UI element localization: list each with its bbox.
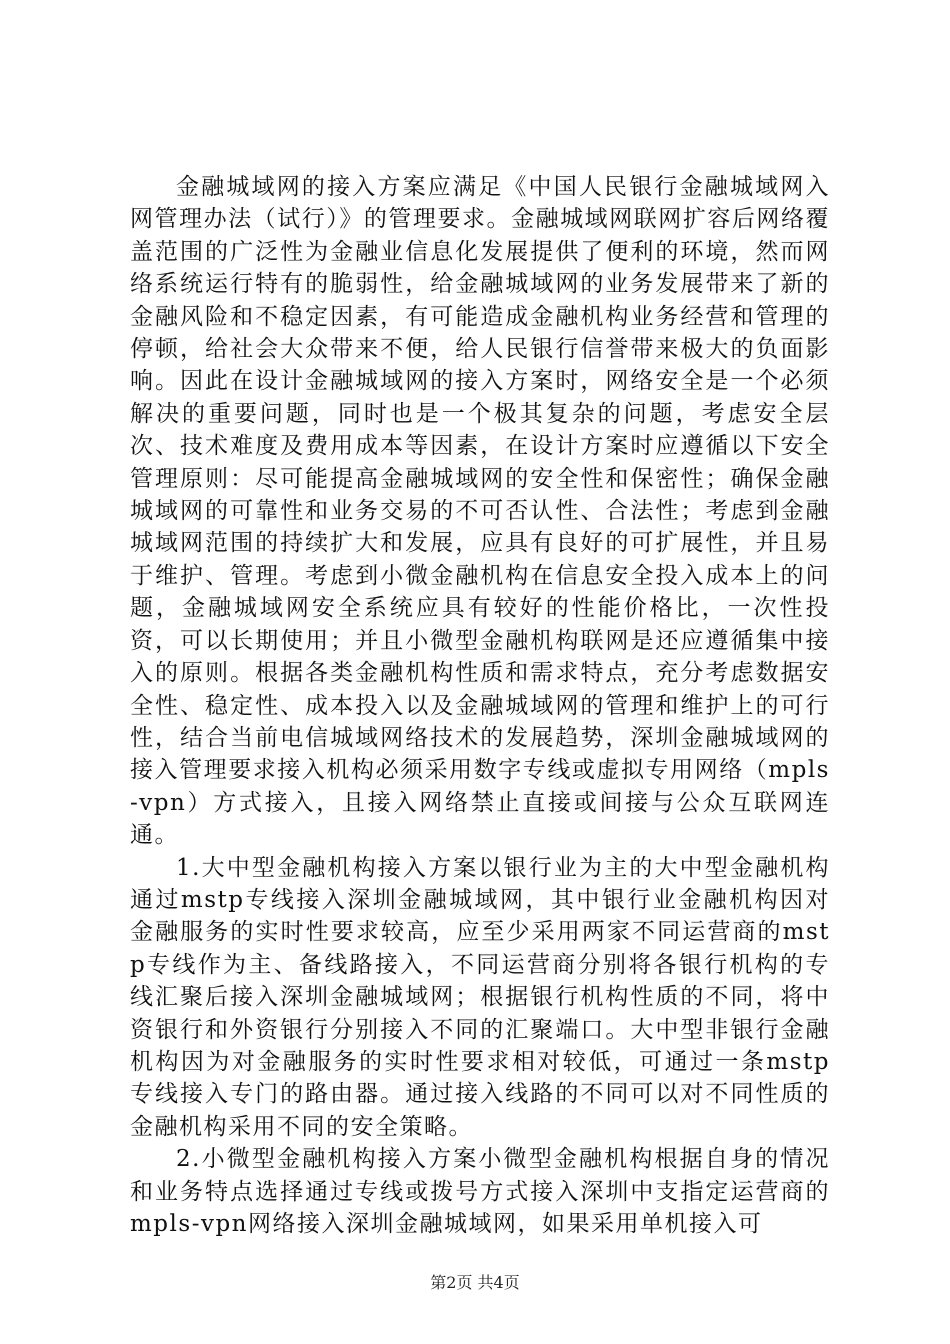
- page-number-footer: 第2页 共4页: [430, 1273, 520, 1292]
- paragraph-intro: 金融城域网的接入方案应满足《中国人民银行金融城域网入网管理办法（试行）》的管理要求。金融城域网联网扩容后网络覆盖范围的广泛性为金融业信息化发展提供了便利的环境，然而网络系统运行特有的脆弱性，给金融城域网的业务发展带来了新的金融风险和不稳定因素，有可能造成金融机构业务经营和管理的停顿，给社会大众带来不便，给人民银行信誉带来极大的负面影响。因此在设计金融城域网的接入方案时，网络安全是一个必须解决的重要问题，同时也是一个极其复杂的问题，考虑安全层次、技术难度及费用成本等因素，在设计方案时应遵循以下安全管理原则：尽可能提高金融城域网的安全性和保密性；确保金融城域网的可靠性和业务交易的不可否认性、合法性；考虑到金融城域网范围的持续扩大和发展，应具有良好的可扩展性，并且易于维护、管理。考虑到小微金融机构在信息安全投入成本上的问题，金融城域网安全系统应具有较好的性能价格比，一次性投资，可以长期使用；并且小微型金融机构联网是还应遵循集中接入的原则。根据各类金融机构性质和需求特点，充分考虑数据安全性、稳定性、成本投入以及金融城域网的管理和维护上的可行性，结合当前电信城域网络技术的发展趋势，深圳金融城域网的接入管理要求接入机构必须采用数字专线或虚拟专用网络（mpls-vpn）方式接入，且接入网络禁止直接或间接与公众互联网连通。: [130, 174, 830, 849]
- paragraph-small-institutions: 2.小微型金融机构接入方案小微型金融机构根据自身的情况和业务特点选择通过专线或拨号方式接入深圳中支指定运营商的mpls-vpn网络接入深圳金融城域网，如果采用单机接入可: [130, 1146, 830, 1237]
- paragraph-large-institutions: 1.大中型金融机构接入方案以银行业为主的大中型金融机构通过mstp专线接入深圳金融城域网，其中银行业金融机构因对金融服务的实时性要求较高，应至少采用两家不同运营商的mstp专线作为主、备线路接入，不同运营商分别将各银行机构的专线汇聚后接入深圳金融城域网；根据银行机构性质的不同，将中资银行和外资银行分别接入不同的汇聚端口。大中型非银行金融机构因为对金融服务的实时性要求相对较低，可通过一条mstp专线接入专门的路由器。通过接入线路的不同可以对不同性质的金融机构采用不同的安全策略。: [130, 854, 830, 1140]
- document-body: [130, 171, 830, 1240]
